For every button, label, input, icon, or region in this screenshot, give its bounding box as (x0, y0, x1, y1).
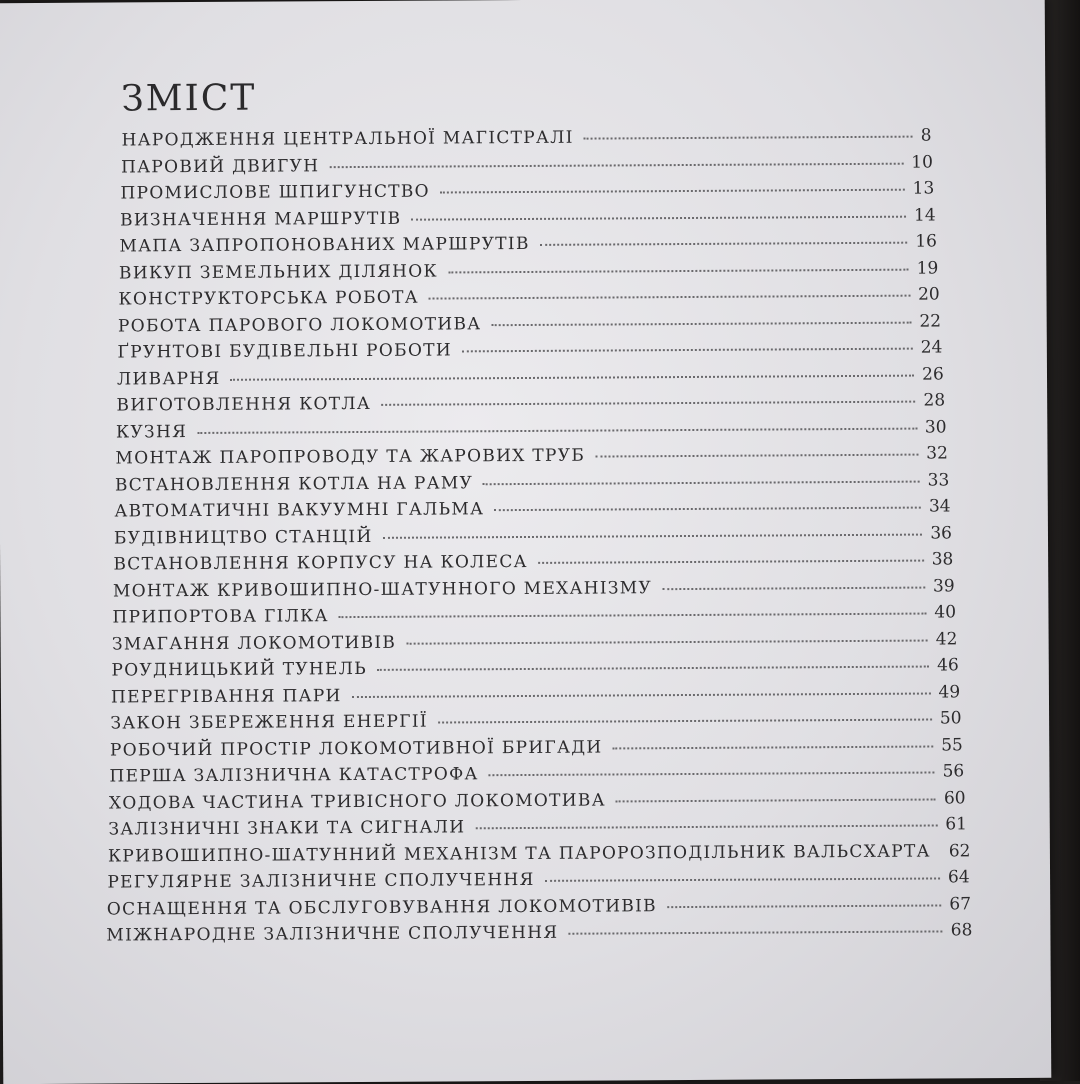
toc-entry-page-number: 42 (932, 629, 958, 649)
toc-entry (118, 311, 941, 340)
toc-dot-leader (462, 348, 913, 353)
toc-entry-page-number: 50 (936, 708, 962, 728)
toc-entry-label: МАПА ЗАПРОПОНОВАНИХ МАРШРУТІВ (119, 234, 535, 257)
toc-entry-page-number: 14 (910, 205, 936, 225)
toc-entry-page-number: 68 (947, 920, 973, 940)
toc-entry (110, 735, 963, 764)
toc-entry-label: ПЕРША ЗАЛІЗНИЧНА КАТАСТРОФА (109, 764, 484, 786)
toc-dot-leader (494, 507, 921, 512)
toc-entry-page-number: 62 (945, 841, 971, 861)
toc-dot-leader (545, 877, 940, 881)
toc-entry-page-number: 49 (934, 682, 960, 702)
toc-entry-label: ВИКУП ЗЕМЕЛЬНИХ ДІЛЯНОК (119, 261, 444, 283)
toc-dot-leader (584, 136, 913, 140)
toc-entry-label: РОУДНИЦЬКИЙ ТУНЕЛЬ (111, 659, 373, 681)
toc-entry-page-number: 20 (914, 284, 940, 304)
toc-entry (118, 284, 939, 313)
toc-dot-leader (230, 374, 914, 380)
toc-dot-leader (448, 268, 909, 273)
toc-entry-label: ЗМАГАННЯ ЛОКОМОТИВІВ (112, 632, 402, 654)
toc-dot-leader (475, 824, 937, 829)
toc-dot-leader (616, 798, 936, 802)
toc-entry-label: ОСНАЩЕННЯ ТА ОБСЛУГОВУВАННЯ ЛОКОМОТИВІВ (107, 896, 663, 919)
toc-entry-page-number: 10 (907, 152, 933, 172)
toc-entry (114, 523, 952, 552)
toc-entry-page-number: 24 (917, 337, 943, 357)
toc-dot-leader (491, 321, 911, 326)
toc-entry (121, 152, 933, 181)
toc-entry-label: РОБОЧИЙ ПРОСТІР ЛОКОМОТИВНОЇ БРИГАДИ (110, 737, 609, 760)
toc-entry-page-number: 36 (926, 523, 952, 543)
toc-entry (114, 496, 950, 525)
toc-entry-label: АВТОМАТИЧНІ ВАКУУМНІ ГАЛЬМА (114, 499, 490, 521)
toc-entry-page-number: 26 (918, 364, 944, 384)
toc-entry-label: КОНСТРУКТОРСЬКА РОБОТА (118, 288, 425, 310)
toc-entry (108, 814, 967, 843)
toc-dot-leader (383, 533, 923, 538)
toc-dot-leader (538, 560, 924, 564)
toc-entry-page-number: 39 (929, 576, 955, 596)
toc-entry-page-number: 55 (937, 735, 963, 755)
toc-entry-label: ХОДОВА ЧАСТИНА ТРИВІСНОГО ЛОКОМОТИВА (109, 790, 612, 813)
toc-entry-page-number: 46 (933, 655, 959, 675)
toc-dot-leader (197, 427, 917, 433)
toc-entry-label: ВСТАНОВЛЕННЯ КОТЛА НА РАМУ (115, 473, 479, 495)
toc-entry (107, 867, 969, 896)
toc-dot-leader (612, 745, 933, 749)
toc-entry-page-number: 32 (922, 443, 948, 463)
toc-entry (116, 390, 945, 419)
toc-entry-label: ВСТАНОВЛЕННЯ КОРПУСУ НА КОЛЕСА (113, 552, 533, 575)
toc-dot-leader (667, 904, 941, 908)
toc-entry-page-number: 19 (913, 258, 939, 278)
toc-entry-label: БУДІВНИЦТВО СТАНЦІЙ (114, 526, 379, 548)
toc-entry (112, 629, 958, 658)
toc-dot-leader (540, 242, 908, 246)
toc-entry-label: ЛИВАРНЯ (117, 368, 227, 389)
toc-entry (109, 761, 964, 790)
toc-entry (117, 364, 944, 393)
toc-entry-page-number: 34 (925, 496, 951, 516)
toc-entry-page-number: 40 (930, 602, 956, 622)
toc-entry (113, 549, 953, 578)
toc-entry (112, 602, 956, 631)
toc-entry (106, 920, 972, 949)
toc-dot-leader (381, 401, 915, 406)
toc-entry (110, 708, 961, 737)
toc-entry-page-number: 28 (919, 390, 945, 410)
toc-entry-page-number: 61 (941, 814, 967, 834)
toc-entry (119, 258, 938, 287)
toc-dot-leader (352, 692, 931, 698)
toc-entry-page-number: 8 (917, 126, 932, 146)
toc-entry (120, 205, 936, 234)
toc-entry-page-number: 30 (921, 417, 947, 437)
toc-entry-label: ЗАКОН ЗБЕРЕЖЕННЯ ЕНЕРГІЇ (110, 712, 434, 734)
toc-entry-page-number: 64 (944, 867, 970, 887)
toc-dot-leader (406, 639, 928, 644)
toc-entry-page-number: 22 (915, 311, 941, 331)
toc-entry (120, 178, 934, 207)
toc-dot-leader (489, 771, 935, 776)
toc-dot-leader (662, 586, 925, 590)
toc-entry (116, 417, 947, 446)
toc-entry-label: ВИЗНАЧЕННЯ МАРШРУТІВ (120, 208, 407, 230)
toc-dot-leader (377, 666, 929, 671)
toc-entry (113, 576, 955, 605)
toc-entry-label: НАРОДЖЕННЯ ЦЕНТРАЛЬНОЇ МАГІСТРАЛІ (121, 128, 579, 151)
toc-entry (111, 655, 958, 684)
toc-entry-label: КРИВОШИПНО-ШАТУННИЙ МЕХАНІЗМ ТА ПАРОРОЗПОДІЛЬНИК ВАЛЬСХАРТА (108, 841, 937, 866)
toc-entry-label: РОБОТА ПАРОВОГО ЛОКОМОТИВА (118, 314, 488, 336)
toc-entry-label: КУЗНЯ (116, 422, 193, 442)
toc-entry-label: РЕГУЛЯРНЕ ЗАЛІЗНИЧНЕ СПОЛУЧЕННЯ (107, 870, 540, 893)
toc-entry-page-number: 38 (928, 549, 954, 569)
toc-dot-leader (440, 189, 905, 194)
toc-entry (108, 841, 969, 870)
toc-entry-label: МОНТАЖ ПАРОПРОВОДУ ТА ЖАРОВИХ ТРУБ (115, 446, 591, 469)
toc-dot-leader (339, 613, 927, 619)
toc-dot-leader (595, 454, 918, 458)
toc-entry-label: ПРИПОРТОВА ГІЛКА (112, 606, 334, 627)
toc-entry-label: ПЕРЕГРІВАННЯ ПАРИ (111, 686, 348, 707)
toc-entry (111, 682, 960, 711)
toc-entry-page-number: 56 (939, 761, 965, 781)
toc-dot-leader (438, 719, 932, 724)
toc-entry-label: МІЖНАРОДНЕ ЗАЛІЗНИЧНЕ СПОЛУЧЕННЯ (106, 923, 564, 946)
toc-entry (107, 894, 971, 923)
toc-title: ЗМІСТ (121, 78, 256, 120)
toc-entry-page-number: 16 (911, 231, 937, 251)
toc-entry-page-number: 67 (945, 894, 971, 914)
toc-entry (119, 231, 937, 260)
toc-dot-leader (483, 480, 919, 485)
toc-entry (115, 443, 948, 472)
toc-entry (109, 788, 966, 817)
toc-entry (117, 337, 942, 366)
toc-dot-leader (429, 295, 910, 300)
toc-entry-label: ЗАЛІЗНИЧНІ ЗНАКИ ТА СИГНАЛИ (108, 817, 471, 839)
toc-entry (115, 470, 949, 499)
toc-entry-page-number: 13 (909, 178, 935, 198)
toc-entry-label: МОНТАЖ КРИВОШИПНО-ШАТУННОГО МЕХАНІЗМУ (113, 578, 658, 601)
toc-entry-page-number: 33 (924, 470, 950, 490)
toc-entry-label: ҐРУНТОВІ БУДІВЕЛЬНІ РОБОТИ (117, 340, 458, 362)
toc-entry-label: ПРОМИСЛОВЕ ШПИГУНСТВО (120, 182, 435, 204)
toc-entry (121, 126, 931, 155)
toc-dot-leader (329, 162, 903, 168)
toc-entry-label: ПАРОВИЙ ДВИГУН (121, 156, 325, 177)
toc-dot-leader (568, 930, 942, 934)
toc-dot-leader (411, 215, 906, 220)
toc-entry-label: ВИГОТОВЛЕННЯ КОТЛА (116, 394, 377, 416)
toc-entry-page-number: 60 (940, 788, 966, 808)
